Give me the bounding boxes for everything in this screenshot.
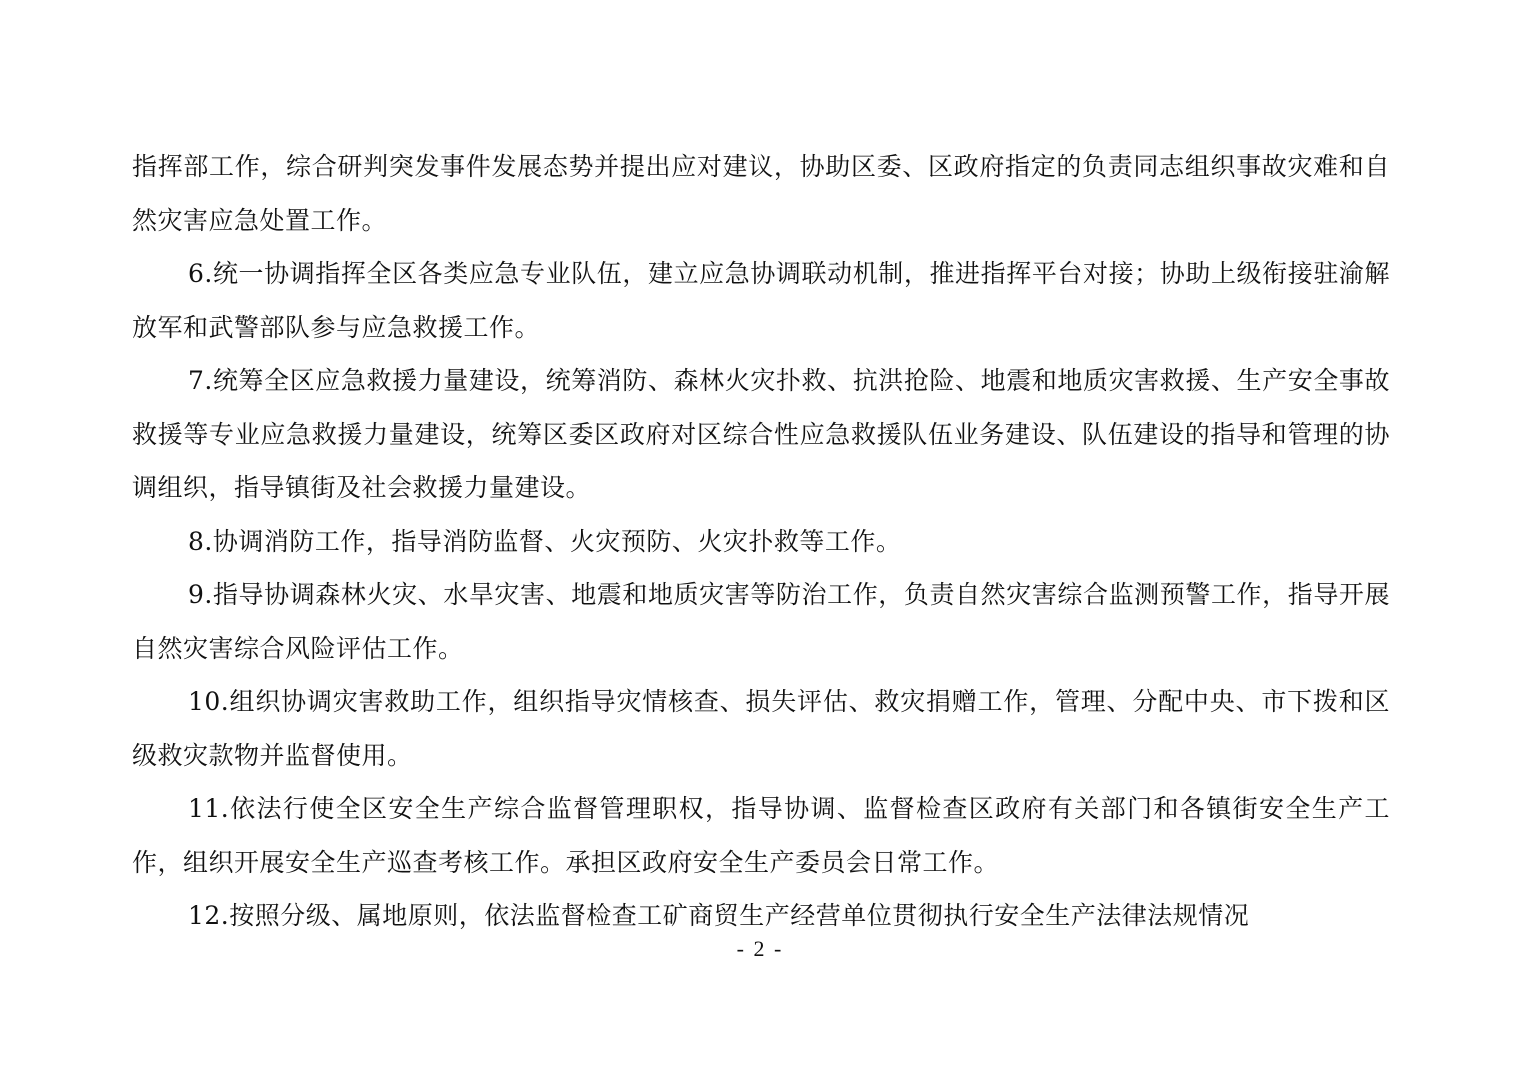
paragraph-continuation: 指挥部工作，综合研判突发事件发展态势并提出应对建议，协助区委、区政府指定的负责同志组织事故灾难和自然灾害应急处置工作。 bbox=[132, 152, 1390, 235]
paragraph-item-9: 9.指导协调森林火灾、水旱灾害、地震和地质灾害等防治工作，负责自然灾害综合监测预警工作，指导开展自然灾害综合风险评估工作。 bbox=[132, 580, 1390, 663]
document-body bbox=[132, 140, 1390, 943]
paragraph-item-8: 8.协调消防工作，指导消防监督、火灾预防、火灾扑救等工作。 bbox=[188, 526, 902, 556]
paragraph-item-12: 12.按照分级、属地原则，依法监督检查工矿商贸生产经营单位贯彻执行安全生产法律法规情况 bbox=[188, 901, 1250, 930]
paragraph-item-11: 11.依法行使全区安全生产综合监督管理职权，指导协调、监督检查区政府有关部门和各镇街安全生产工作，组织开展安全生产巡查考核工作。承担区政府安全生产委员会日常工作。 bbox=[132, 794, 1390, 877]
paragraph-item-6: 6.统一协调指挥全区各类应急专业队伍，建立应急协调联动机制，推进指挥平台对接；协助上级衔接驻渝解放军和武警部队参与应急救援工作。 bbox=[132, 259, 1390, 342]
page-number: - 2 - bbox=[736, 936, 784, 961]
paragraph-item-7: 7.统筹全区应急救援力量建设，统筹消防、森林火灾扑救、抗洪抢险、地震和地质灾害救援、生产安全事故救援等专业应急救援力量建设，统筹区委区政府对区综合性应急救援队伍业务建设、队伍建设的指导和管理的协调组织，指导镇街及社会救援力量建设。 bbox=[132, 366, 1390, 502]
paragraph-item-10: 10.组织协调灾害救助工作，组织指导灾情核查、损失评估、救灾捐赠工作，管理、分配中央、市下拨和区级救灾款物并监督使用。 bbox=[132, 687, 1390, 770]
